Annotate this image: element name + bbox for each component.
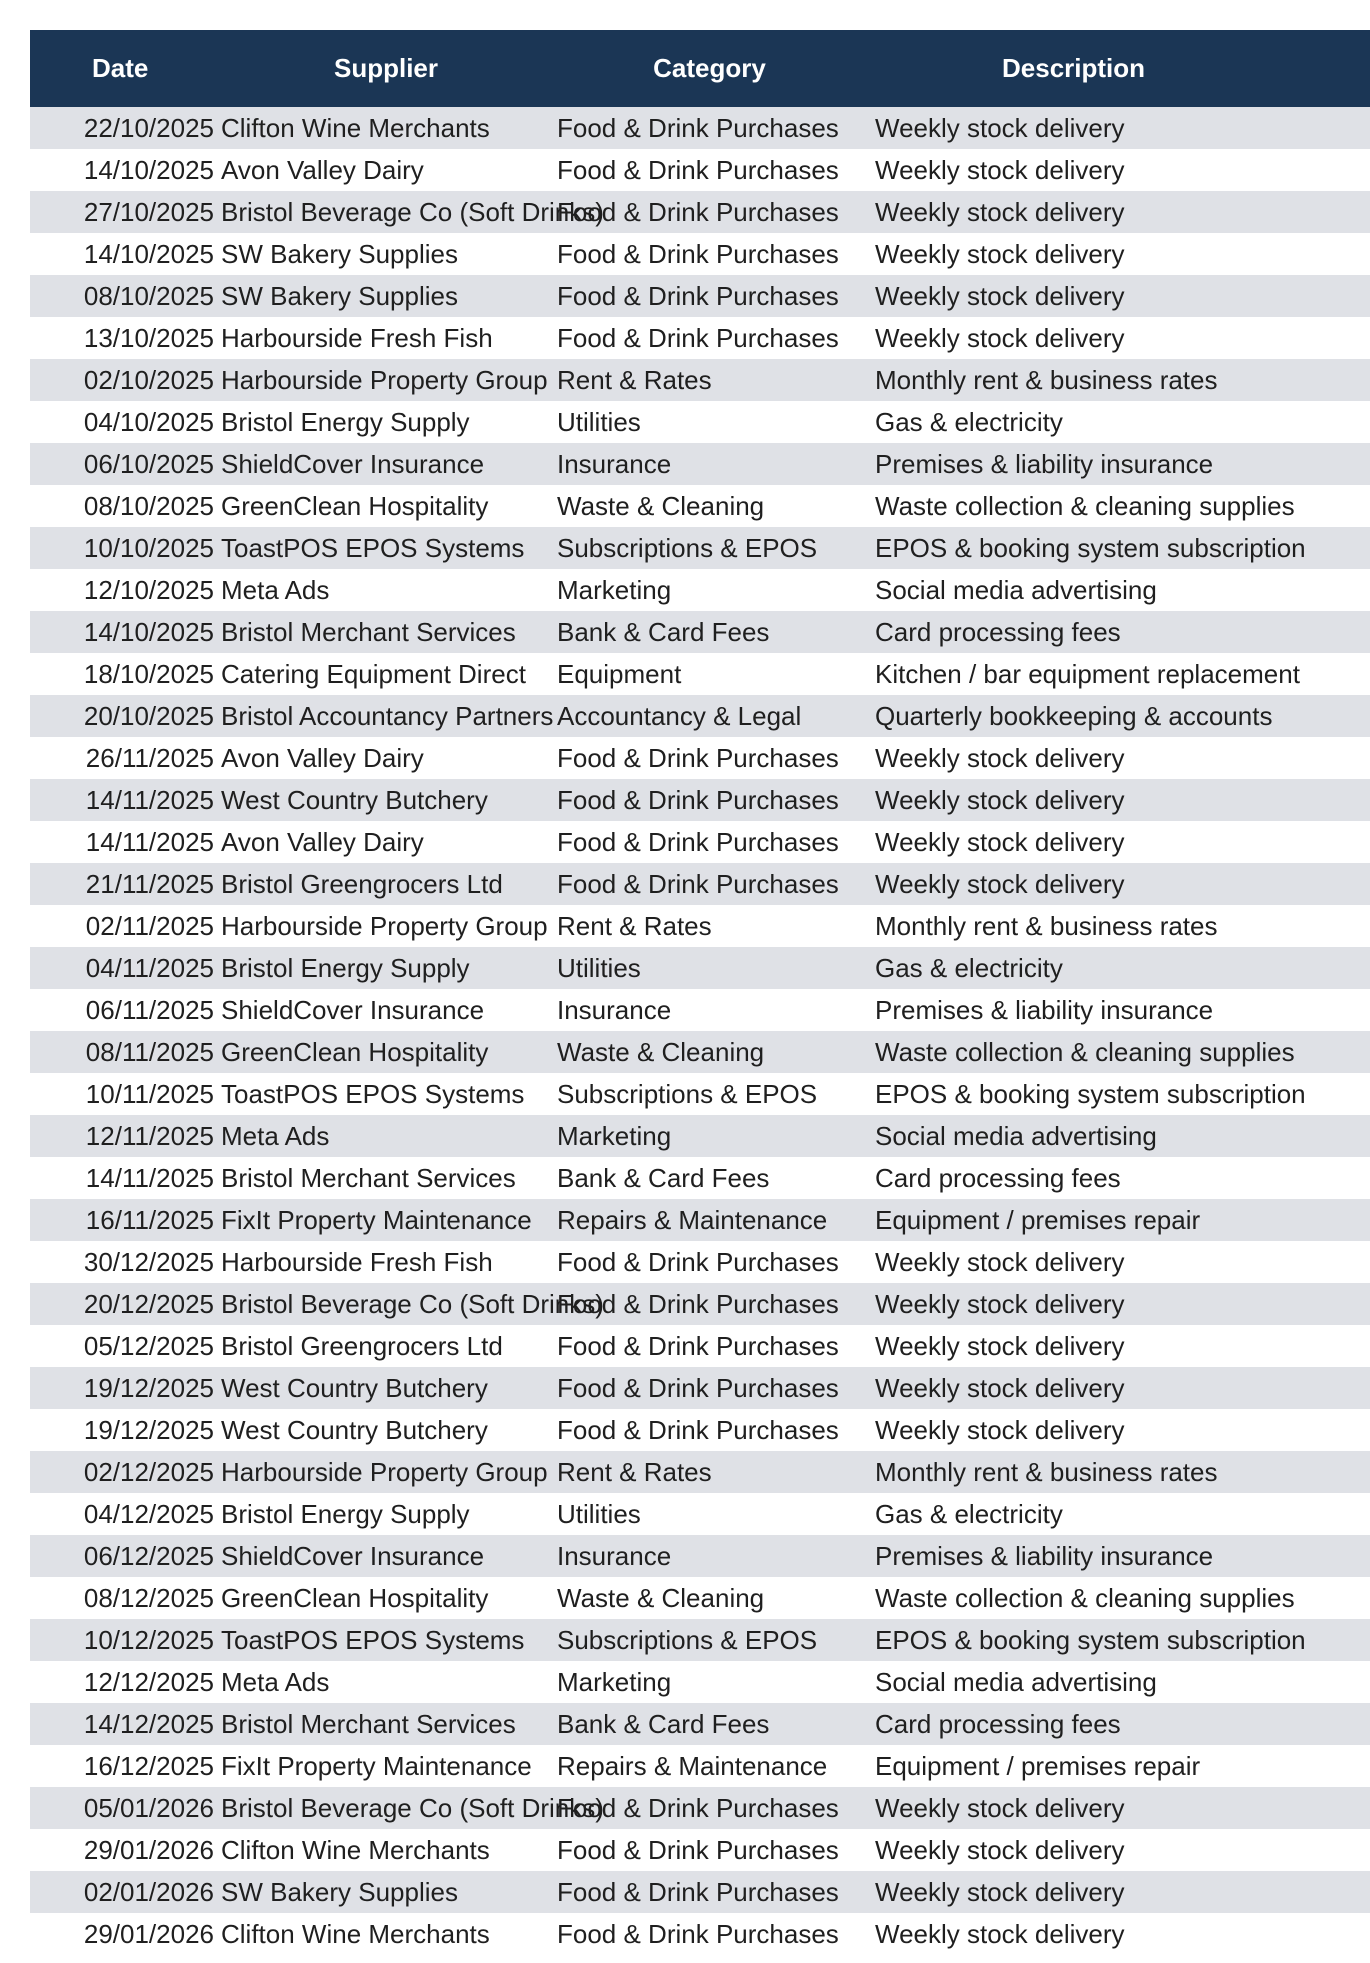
category-cell[interactable]: Marketing: [557, 574, 672, 605]
description-cell[interactable]: Waste collection & cleaning supplies: [875, 1582, 1295, 1613]
description-cell[interactable]: Social media advertising: [875, 1666, 1157, 1697]
description-cell[interactable]: EPOS & booking system subscription: [875, 1624, 1306, 1655]
table-body: [30, 107, 1370, 1955]
table-row: [30, 401, 1370, 443]
description-cell[interactable]: Gas & electricity: [875, 952, 1063, 983]
category-cell[interactable]: Food & Drink Purchases: [557, 742, 839, 773]
supplier-cell[interactable]: Meta Ads: [221, 1666, 330, 1697]
category-cell[interactable]: Repairs & Maintenance: [557, 1204, 828, 1235]
supplier-cell[interactable]: Meta Ads: [221, 574, 330, 605]
category-cell[interactable]: Waste & Cleaning: [557, 490, 765, 521]
description-cell[interactable]: Weekly stock delivery: [875, 1288, 1125, 1319]
description-cell[interactable]: Card processing fees: [875, 1708, 1121, 1739]
date-cell[interactable]: 14/10/2025: [83, 154, 214, 185]
column-header-category[interactable]: Category: [653, 53, 766, 83]
category-cell[interactable]: Subscriptions & EPOS: [557, 1624, 818, 1655]
date-cell[interactable]: 06/10/2025: [83, 448, 214, 479]
description-cell[interactable]: Weekly stock delivery: [875, 196, 1125, 227]
category-cell[interactable]: Equipment: [557, 658, 682, 689]
supplier-cell[interactable]: Harbourside Fresh Fish: [221, 322, 493, 353]
date-cell[interactable]: 22/10/2025: [83, 112, 214, 143]
table-row: [30, 1493, 1370, 1535]
category-cell[interactable]: Food & Drink Purchases: [557, 1246, 839, 1277]
supplier-cell[interactable]: Harbourside Property Group: [221, 364, 548, 395]
supplier-cell[interactable]: West Country Butchery: [221, 1414, 488, 1445]
date-cell[interactable]: 16/12/2025: [83, 1750, 214, 1781]
category-cell[interactable]: Food & Drink Purchases: [557, 868, 839, 899]
category-cell[interactable]: Repairs & Maintenance: [557, 1750, 828, 1781]
supplier-cell[interactable]: Bristol Beverage Co (Soft Drinks): [221, 1792, 604, 1823]
column-header-date[interactable]: Date: [92, 53, 149, 83]
table-row: [30, 1619, 1370, 1661]
description-cell[interactable]: Gas & electricity: [875, 1498, 1063, 1529]
category-cell[interactable]: Food & Drink Purchases: [557, 1288, 839, 1319]
date-cell[interactable]: 02/10/2025: [83, 364, 214, 395]
supplier-cell[interactable]: SW Bakery Supplies: [221, 280, 458, 311]
description-cell[interactable]: Waste collection & cleaning supplies: [875, 490, 1295, 521]
date-cell[interactable]: 14/11/2025: [85, 1162, 214, 1193]
table-row: [30, 191, 1370, 233]
description-cell[interactable]: Quarterly bookkeeping & accounts: [875, 700, 1273, 731]
supplier-cell[interactable]: Harbourside Fresh Fish: [221, 1246, 493, 1277]
category-cell[interactable]: Food & Drink Purchases: [557, 196, 839, 227]
supplier-cell[interactable]: Bristol Energy Supply: [221, 406, 470, 437]
category-cell[interactable]: Subscriptions & EPOS: [557, 532, 818, 563]
category-cell[interactable]: Waste & Cleaning: [557, 1582, 765, 1613]
table-row: [30, 737, 1370, 779]
supplier-cell[interactable]: GreenClean Hospitality: [221, 1582, 489, 1613]
supplier-cell[interactable]: SW Bakery Supplies: [221, 238, 458, 269]
date-cell[interactable]: 08/10/2025: [83, 490, 214, 521]
table-row: [30, 947, 1370, 989]
table-row: [30, 569, 1370, 611]
supplier-cell[interactable]: ToastPOS EPOS Systems: [221, 1624, 525, 1655]
description-cell[interactable]: Monthly rent & business rates: [875, 910, 1218, 941]
category-cell[interactable]: Bank & Card Fees: [557, 1162, 770, 1193]
supplier-cell[interactable]: Bristol Merchant Services: [221, 616, 516, 647]
date-cell[interactable]: 12/10/2025: [83, 574, 214, 605]
date-cell[interactable]: 12/12/2025: [83, 1666, 214, 1697]
description-cell[interactable]: Weekly stock delivery: [875, 1876, 1125, 1907]
date-cell[interactable]: 04/11/2025: [85, 952, 214, 983]
category-cell[interactable]: Food & Drink Purchases: [557, 238, 839, 269]
description-cell[interactable]: Premises & liability insurance: [875, 994, 1214, 1025]
date-cell[interactable]: 29/01/2026: [83, 1918, 214, 1949]
header-row: [30, 30, 1370, 107]
category-cell[interactable]: Accountancy & Legal: [557, 700, 802, 731]
description-cell[interactable]: Equipment / premises repair: [875, 1750, 1201, 1781]
expenses-sheet: [30, 30, 1306, 1955]
category-cell[interactable]: Utilities: [557, 952, 641, 983]
category-cell[interactable]: Food & Drink Purchases: [557, 154, 839, 185]
supplier-cell[interactable]: ShieldCover Insurance: [221, 448, 485, 479]
category-cell[interactable]: Bank & Card Fees: [557, 1708, 770, 1739]
supplier-cell[interactable]: ShieldCover Insurance: [221, 994, 485, 1025]
supplier-cell[interactable]: ShieldCover Insurance: [221, 1540, 485, 1571]
description-cell[interactable]: Weekly stock delivery: [875, 1330, 1125, 1361]
table-row: [30, 485, 1370, 527]
category-cell[interactable]: Food & Drink Purchases: [557, 1834, 839, 1865]
description-cell[interactable]: EPOS & booking system subscription: [875, 532, 1306, 563]
table-row: [30, 359, 1370, 401]
date-cell[interactable]: 12/11/2025: [85, 1120, 214, 1151]
supplier-cell[interactable]: Meta Ads: [221, 1120, 330, 1151]
supplier-cell[interactable]: GreenClean Hospitality: [221, 490, 489, 521]
category-cell[interactable]: Food & Drink Purchases: [557, 1918, 839, 1949]
supplier-cell[interactable]: Bristol Merchant Services: [221, 1162, 516, 1193]
category-cell[interactable]: Waste & Cleaning: [557, 1036, 765, 1067]
date-cell[interactable]: 14/10/2025: [83, 616, 214, 647]
category-cell[interactable]: Food & Drink Purchases: [557, 826, 839, 857]
date-cell[interactable]: 29/01/2026: [83, 1834, 214, 1865]
date-cell[interactable]: 13/10/2025: [83, 322, 214, 353]
description-cell[interactable]: Weekly stock delivery: [875, 112, 1125, 143]
date-cell[interactable]: 10/12/2025: [83, 1624, 214, 1655]
description-cell[interactable]: Premises & liability insurance: [875, 448, 1214, 479]
category-cell[interactable]: Bank & Card Fees: [557, 616, 770, 647]
supplier-cell[interactable]: Clifton Wine Merchants: [221, 112, 490, 143]
supplier-cell[interactable]: Catering Equipment Direct: [221, 658, 526, 689]
date-cell[interactable]: 04/12/2025: [83, 1498, 214, 1529]
date-cell[interactable]: 20/10/2025: [83, 700, 214, 731]
supplier-cell[interactable]: West Country Butchery: [221, 1372, 488, 1403]
date-cell[interactable]: 04/10/2025: [83, 406, 214, 437]
table-row: [30, 1325, 1370, 1367]
date-cell[interactable]: 02/11/2025: [85, 910, 214, 941]
date-cell[interactable]: 06/11/2025: [85, 994, 214, 1025]
supplier-cell[interactable]: Bristol Greengrocers Ltd: [221, 868, 503, 899]
date-cell[interactable]: 20/12/2025: [83, 1288, 214, 1319]
table-row: [30, 611, 1370, 653]
table-row: [30, 695, 1370, 737]
table-row: [30, 1409, 1370, 1451]
description-cell[interactable]: Weekly stock delivery: [875, 742, 1125, 773]
description-cell[interactable]: Equipment / premises repair: [875, 1204, 1201, 1235]
supplier-cell[interactable]: West Country Butchery: [221, 784, 488, 815]
supplier-cell[interactable]: Bristol Beverage Co (Soft Drinks): [221, 1288, 604, 1319]
description-cell[interactable]: Monthly rent & business rates: [875, 364, 1218, 395]
table-row: [30, 821, 1370, 863]
description-cell[interactable]: Weekly stock delivery: [875, 1372, 1125, 1403]
category-cell[interactable]: Rent & Rates: [557, 910, 712, 941]
description-cell[interactable]: Weekly stock delivery: [875, 1246, 1125, 1277]
table-row: [30, 275, 1370, 317]
column-header-description[interactable]: Description: [1002, 53, 1146, 83]
table-row: [30, 1745, 1370, 1787]
category-cell[interactable]: Utilities: [557, 406, 641, 437]
description-cell[interactable]: Weekly stock delivery: [875, 238, 1125, 269]
date-cell[interactable]: 05/12/2025: [83, 1330, 214, 1361]
table-row: [30, 1535, 1370, 1577]
supplier-cell[interactable]: GreenClean Hospitality: [221, 1036, 489, 1067]
supplier-cell[interactable]: FixIt Property Maintenance: [221, 1750, 532, 1781]
table-row: [30, 1703, 1370, 1745]
category-cell[interactable]: Food & Drink Purchases: [557, 1372, 839, 1403]
date-cell[interactable]: 30/12/2025: [83, 1246, 214, 1277]
category-cell[interactable]: Food & Drink Purchases: [557, 322, 839, 353]
supplier-cell[interactable]: Bristol Energy Supply: [221, 1498, 470, 1529]
category-cell[interactable]: Rent & Rates: [557, 1456, 712, 1487]
date-cell[interactable]: 10/11/2025: [85, 1078, 214, 1109]
supplier-cell[interactable]: Harbourside Property Group: [221, 910, 548, 941]
description-cell[interactable]: EPOS & booking system subscription: [875, 1078, 1306, 1109]
supplier-cell[interactable]: SW Bakery Supplies: [221, 1876, 458, 1907]
date-cell[interactable]: 16/11/2025: [85, 1204, 214, 1235]
description-cell[interactable]: Weekly stock delivery: [875, 826, 1125, 857]
supplier-cell[interactable]: Bristol Merchant Services: [221, 1708, 516, 1739]
supplier-cell[interactable]: Bristol Energy Supply: [221, 952, 470, 983]
description-cell[interactable]: Social media advertising: [875, 1120, 1157, 1151]
table-row: [30, 1199, 1370, 1241]
supplier-cell[interactable]: FixIt Property Maintenance: [221, 1204, 532, 1235]
category-cell[interactable]: Food & Drink Purchases: [557, 1792, 839, 1823]
description-cell[interactable]: Gas & electricity: [875, 406, 1063, 437]
description-cell[interactable]: Weekly stock delivery: [875, 322, 1125, 353]
description-cell[interactable]: Card processing fees: [875, 616, 1121, 647]
date-cell[interactable]: 27/10/2025: [83, 196, 214, 227]
category-cell[interactable]: Marketing: [557, 1120, 672, 1151]
date-cell[interactable]: 18/10/2025: [83, 658, 214, 689]
category-cell[interactable]: Rent & Rates: [557, 364, 712, 395]
date-cell[interactable]: 08/10/2025: [83, 280, 214, 311]
date-cell[interactable]: 10/10/2025: [83, 532, 214, 563]
category-cell[interactable]: Subscriptions & EPOS: [557, 1078, 818, 1109]
description-cell[interactable]: Weekly stock delivery: [875, 1834, 1125, 1865]
description-cell[interactable]: Monthly rent & business rates: [875, 1456, 1218, 1487]
date-cell[interactable]: 26/11/2025: [85, 742, 214, 773]
category-cell[interactable]: Food & Drink Purchases: [557, 1876, 839, 1907]
description-cell[interactable]: Weekly stock delivery: [875, 1792, 1125, 1823]
category-cell[interactable]: Marketing: [557, 1666, 672, 1697]
category-cell[interactable]: Food & Drink Purchases: [557, 784, 839, 815]
date-cell[interactable]: 19/12/2025: [83, 1414, 214, 1445]
column-header-supplier[interactable]: Supplier: [333, 53, 438, 83]
date-cell[interactable]: 02/01/2026: [83, 1876, 214, 1907]
table-row: [30, 1871, 1370, 1913]
supplier-cell[interactable]: Bristol Beverage Co (Soft Drinks): [221, 196, 604, 227]
supplier-cell[interactable]: Bristol Accountancy Partners: [221, 700, 554, 731]
supplier-cell[interactable]: Bristol Greengrocers Ltd: [221, 1330, 503, 1361]
table-row: [30, 1241, 1370, 1283]
table-row: [30, 1661, 1370, 1703]
table-row: [30, 1283, 1370, 1325]
table-row: [30, 905, 1370, 947]
category-cell[interactable]: Food & Drink Purchases: [557, 1330, 839, 1361]
category-cell[interactable]: Insurance: [557, 448, 672, 479]
description-cell[interactable]: Weekly stock delivery: [875, 784, 1125, 815]
date-cell[interactable]: 14/12/2025: [83, 1708, 214, 1739]
table-row: [30, 1073, 1370, 1115]
supplier-cell[interactable]: Clifton Wine Merchants: [221, 1918, 490, 1949]
table-row: [30, 233, 1370, 275]
table-row: [30, 1031, 1370, 1073]
table-row: [30, 863, 1370, 905]
date-cell[interactable]: 19/12/2025: [83, 1372, 214, 1403]
table-row: [30, 1367, 1370, 1409]
table-row: [30, 1451, 1370, 1493]
supplier-cell[interactable]: ToastPOS EPOS Systems: [221, 1078, 525, 1109]
date-cell[interactable]: 06/12/2025: [83, 1540, 214, 1571]
description-cell[interactable]: Weekly stock delivery: [875, 1414, 1125, 1445]
table-row: [30, 1115, 1370, 1157]
description-cell[interactable]: Kitchen / bar equipment replacement: [875, 658, 1300, 689]
supplier-cell[interactable]: Avon Valley Dairy: [221, 826, 424, 857]
description-cell[interactable]: Card processing fees: [875, 1162, 1121, 1193]
description-cell[interactable]: Weekly stock delivery: [875, 1918, 1125, 1949]
table-row: [30, 443, 1370, 485]
table-row: [30, 1787, 1370, 1829]
description-cell[interactable]: Weekly stock delivery: [875, 868, 1125, 899]
supplier-cell[interactable]: Avon Valley Dairy: [221, 154, 424, 185]
category-cell[interactable]: Utilities: [557, 1498, 641, 1529]
table-row: [30, 317, 1370, 359]
date-cell[interactable]: 14/10/2025: [83, 238, 214, 269]
description-cell[interactable]: Waste collection & cleaning supplies: [875, 1036, 1295, 1067]
date-cell[interactable]: 05/01/2026: [83, 1792, 214, 1823]
category-cell[interactable]: Insurance: [557, 994, 672, 1025]
description-cell[interactable]: Weekly stock delivery: [875, 280, 1125, 311]
supplier-cell[interactable]: Avon Valley Dairy: [221, 742, 424, 773]
date-cell[interactable]: 08/11/2025: [85, 1036, 214, 1067]
date-cell[interactable]: 14/11/2025: [85, 784, 214, 815]
table-row: [30, 107, 1370, 149]
category-cell[interactable]: Food & Drink Purchases: [557, 280, 839, 311]
description-cell[interactable]: Premises & liability insurance: [875, 1540, 1214, 1571]
supplier-cell[interactable]: ToastPOS EPOS Systems: [221, 532, 525, 563]
table-row: [30, 989, 1370, 1031]
table-row: [30, 779, 1370, 821]
table-row: [30, 1157, 1370, 1199]
table-row: [30, 527, 1370, 569]
category-cell[interactable]: Food & Drink Purchases: [557, 1414, 839, 1445]
description-cell[interactable]: Social media advertising: [875, 574, 1157, 605]
date-cell[interactable]: 08/12/2025: [83, 1582, 214, 1613]
date-cell[interactable]: 14/11/2025: [85, 826, 214, 857]
date-cell[interactable]: 21/11/2025: [85, 868, 214, 899]
expenses-table: [30, 30, 1370, 1955]
table-row: [30, 149, 1370, 191]
table-row: [30, 1913, 1370, 1955]
table-row: [30, 1829, 1370, 1871]
date-cell[interactable]: 02/12/2025: [83, 1456, 214, 1487]
table-row: [30, 653, 1370, 695]
description-cell[interactable]: Weekly stock delivery: [875, 154, 1125, 185]
table-row: [30, 1577, 1370, 1619]
supplier-cell[interactable]: Clifton Wine Merchants: [221, 1834, 490, 1865]
supplier-cell[interactable]: Harbourside Property Group: [221, 1456, 548, 1487]
category-cell[interactable]: Food & Drink Purchases: [557, 112, 839, 143]
category-cell[interactable]: Insurance: [557, 1540, 672, 1571]
